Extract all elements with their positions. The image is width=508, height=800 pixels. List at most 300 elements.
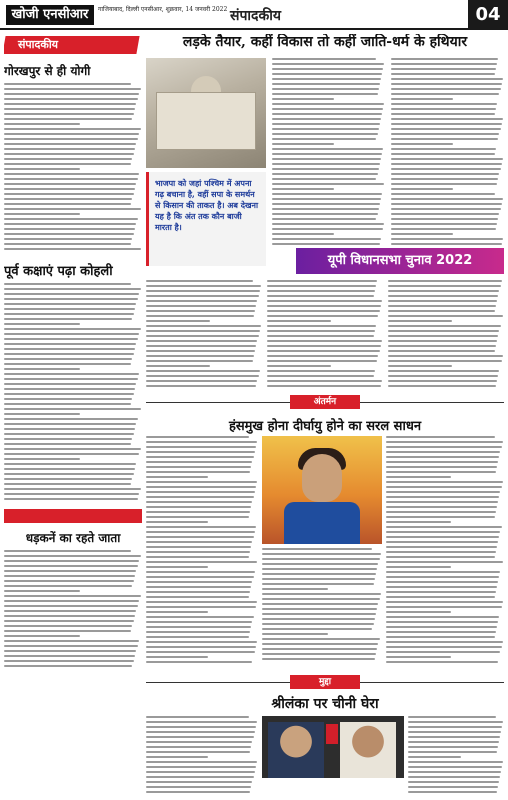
election-banner: यूपी विधानसभा चुनाव 2022 xyxy=(296,248,504,274)
article-body xyxy=(4,550,142,670)
text-line xyxy=(4,555,141,557)
text-line xyxy=(388,295,498,297)
text-line xyxy=(146,436,249,438)
text-line xyxy=(146,501,252,503)
text-line xyxy=(146,776,254,778)
text-line xyxy=(4,398,132,400)
text-line xyxy=(267,375,374,377)
text-line xyxy=(262,618,375,620)
text-line xyxy=(4,168,80,170)
article-body xyxy=(146,436,258,666)
text-line xyxy=(4,358,132,360)
text-line xyxy=(408,751,497,753)
text-line xyxy=(262,658,375,660)
text-line xyxy=(146,451,255,453)
text-line xyxy=(386,551,496,553)
text-line xyxy=(386,506,497,508)
text-line xyxy=(386,651,500,653)
text-line xyxy=(146,481,257,483)
text-line xyxy=(391,193,495,195)
text-line xyxy=(408,756,461,758)
text-line xyxy=(4,453,139,455)
text-line xyxy=(4,575,135,577)
article-headline: हंसमुख होना दीर्घायु होने का सरल साधन xyxy=(228,419,422,434)
text-line xyxy=(4,493,139,495)
text-line xyxy=(4,620,134,622)
text-line xyxy=(386,561,503,563)
text-line xyxy=(4,238,132,240)
text-line xyxy=(146,736,254,738)
text-line xyxy=(267,350,380,352)
text-line xyxy=(272,183,384,185)
pull-quote: भाजपा को जहां पश्चिम में अपना गढ़ बचाना है, वहीं सपा के समर्थन से किसान की ताकत है। अब देखना यह है कि अंत तक कौन बाजी मारता है। xyxy=(146,172,266,266)
text-line xyxy=(386,606,502,608)
text-line xyxy=(4,550,131,552)
text-line xyxy=(4,565,138,567)
text-line xyxy=(272,118,381,120)
text-line xyxy=(272,128,379,130)
text-line xyxy=(272,133,378,135)
text-line xyxy=(4,650,136,652)
text-line xyxy=(4,498,138,500)
text-line xyxy=(408,726,502,728)
text-line xyxy=(4,243,131,245)
text-line xyxy=(4,438,132,440)
text-line xyxy=(4,293,139,295)
text-line xyxy=(4,408,141,410)
text-line xyxy=(386,446,502,448)
text-line xyxy=(262,638,380,640)
text-line xyxy=(146,360,253,362)
text-line xyxy=(386,656,451,658)
text-line xyxy=(4,378,138,380)
text-line xyxy=(391,173,500,175)
text-line xyxy=(408,721,503,723)
text-line xyxy=(262,603,378,605)
text-line xyxy=(391,88,501,90)
text-line xyxy=(388,320,452,322)
article-heading: पूर्व कक्षाएं पढ़ा कोहली xyxy=(4,264,113,279)
text-line xyxy=(391,223,498,225)
text-line xyxy=(262,648,377,650)
text-line xyxy=(386,601,503,603)
text-line xyxy=(388,380,497,382)
text-line xyxy=(146,441,257,443)
text-line xyxy=(388,345,496,347)
left-column xyxy=(4,34,142,796)
text-line xyxy=(146,345,256,347)
text-line xyxy=(388,300,497,302)
text-line xyxy=(386,516,495,518)
text-line xyxy=(4,463,136,465)
text-line xyxy=(408,731,501,733)
text-line xyxy=(388,285,501,287)
text-line xyxy=(386,471,496,473)
text-line xyxy=(4,423,136,425)
text-line xyxy=(4,118,132,120)
text-line xyxy=(391,108,497,110)
text-line xyxy=(4,393,134,395)
text-line xyxy=(4,123,80,125)
text-line xyxy=(146,556,249,558)
article-body xyxy=(4,283,142,503)
text-line xyxy=(267,315,378,317)
text-line xyxy=(272,178,376,180)
text-line xyxy=(386,661,498,663)
text-line xyxy=(386,536,499,538)
text-line xyxy=(386,546,497,548)
text-line xyxy=(4,313,134,315)
text-line xyxy=(4,218,138,220)
text-line xyxy=(391,203,502,205)
text-line xyxy=(408,786,498,788)
text-line xyxy=(146,335,259,337)
lead-article-body xyxy=(272,58,504,278)
text-line xyxy=(4,665,132,667)
text-line xyxy=(146,646,256,648)
text-line xyxy=(262,573,376,575)
text-line xyxy=(262,593,381,595)
text-line xyxy=(4,428,135,430)
text-line xyxy=(4,113,134,115)
text-line xyxy=(408,776,500,778)
text-line xyxy=(146,491,255,493)
text-line xyxy=(391,73,495,75)
text-line xyxy=(4,403,131,405)
text-line xyxy=(388,280,502,282)
lead-article-continued xyxy=(146,280,504,392)
text-line xyxy=(4,103,136,105)
text-line xyxy=(146,741,252,743)
text-line xyxy=(391,218,499,220)
text-line xyxy=(272,143,334,145)
text-line xyxy=(4,148,135,150)
text-line xyxy=(146,751,250,753)
text-line xyxy=(386,521,451,523)
text-line xyxy=(146,370,260,372)
text-line xyxy=(262,598,380,600)
text-line xyxy=(386,591,496,593)
text-line xyxy=(4,630,131,632)
article-heading: गोरखपुर से ही योगी xyxy=(4,64,91,78)
text-line xyxy=(408,716,496,718)
text-line xyxy=(146,546,251,548)
text-line xyxy=(4,478,132,480)
text-line xyxy=(4,328,141,330)
text-line xyxy=(146,651,255,653)
text-line xyxy=(267,305,381,307)
text-line xyxy=(146,521,208,523)
text-line xyxy=(391,168,501,170)
article-body xyxy=(146,716,258,796)
text-line xyxy=(4,173,139,175)
text-line xyxy=(4,383,136,385)
text-line xyxy=(386,646,502,648)
text-line xyxy=(4,318,132,320)
text-line xyxy=(391,208,501,210)
text-line xyxy=(267,355,378,357)
text-line xyxy=(391,213,500,215)
text-line xyxy=(391,198,503,200)
editorial-tag: संपादकीय xyxy=(4,34,142,56)
leaders-photo xyxy=(262,716,404,778)
text-line xyxy=(272,208,379,210)
text-line xyxy=(386,491,500,493)
text-line xyxy=(267,320,331,322)
text-line xyxy=(388,325,501,327)
text-line xyxy=(391,238,503,240)
article-body xyxy=(408,716,504,796)
text-line xyxy=(146,310,255,312)
text-line xyxy=(386,526,502,528)
text-line xyxy=(146,661,252,663)
article-body xyxy=(4,83,142,253)
text-line xyxy=(408,741,499,743)
text-line xyxy=(267,335,374,337)
text-line xyxy=(267,280,377,282)
text-line xyxy=(388,340,497,342)
text-line xyxy=(146,476,208,478)
text-line xyxy=(4,88,141,90)
text-line xyxy=(146,446,256,448)
text-line xyxy=(391,78,503,80)
text-line xyxy=(391,103,498,105)
text-line xyxy=(146,571,255,573)
text-line xyxy=(4,363,131,365)
text-line xyxy=(262,568,377,570)
text-line xyxy=(146,536,254,538)
text-line xyxy=(4,590,80,592)
text-line xyxy=(391,113,495,115)
text-line xyxy=(146,636,249,638)
text-line xyxy=(146,621,252,623)
text-line xyxy=(391,128,501,130)
text-line xyxy=(272,58,376,60)
text-line xyxy=(386,571,500,573)
text-line xyxy=(386,576,499,578)
text-line xyxy=(146,466,251,468)
text-line xyxy=(386,436,495,438)
text-line xyxy=(4,153,134,155)
text-line xyxy=(146,601,257,603)
text-line xyxy=(272,168,379,170)
text-line xyxy=(272,198,381,200)
text-line xyxy=(262,548,372,550)
text-line xyxy=(146,586,251,588)
text-line xyxy=(262,628,372,630)
text-line xyxy=(267,385,381,387)
text-line xyxy=(146,791,250,793)
text-line xyxy=(146,456,254,458)
text-line xyxy=(391,183,498,185)
text-line xyxy=(262,613,376,615)
text-line xyxy=(146,786,251,788)
text-line xyxy=(4,615,135,617)
text-line xyxy=(386,556,495,558)
text-line xyxy=(272,83,380,85)
text-line xyxy=(4,473,134,475)
text-line xyxy=(386,581,498,583)
text-line xyxy=(267,290,375,292)
text-line xyxy=(272,218,376,220)
text-line xyxy=(408,766,502,768)
text-line xyxy=(146,290,260,292)
text-line xyxy=(4,288,141,290)
text-line xyxy=(146,280,253,282)
text-line xyxy=(267,325,376,327)
text-line xyxy=(408,761,503,763)
text-line xyxy=(272,203,380,205)
text-line xyxy=(272,123,380,125)
article-headline: श्रीलंका पर चीनी घेरा xyxy=(271,696,379,712)
text-line xyxy=(146,350,255,352)
text-line xyxy=(146,596,249,598)
text-line xyxy=(262,633,328,635)
text-line xyxy=(267,340,382,342)
text-line xyxy=(4,233,134,235)
text-line xyxy=(4,488,141,490)
text-line xyxy=(146,756,208,758)
text-line xyxy=(391,68,497,70)
text-line xyxy=(146,631,250,633)
text-line xyxy=(272,158,381,160)
text-line xyxy=(272,243,380,245)
text-line xyxy=(262,653,376,655)
section-title: संपादकीय xyxy=(230,8,281,24)
text-line xyxy=(4,143,136,145)
text-line xyxy=(4,93,139,95)
text-line xyxy=(146,385,256,387)
text-line xyxy=(386,476,451,478)
text-line xyxy=(4,353,134,355)
text-line xyxy=(386,541,498,543)
text-line xyxy=(272,68,383,70)
text-line xyxy=(4,585,132,587)
text-line xyxy=(4,368,80,370)
text-line xyxy=(4,163,131,165)
text-line xyxy=(146,516,249,518)
text-line xyxy=(267,345,381,347)
text-line xyxy=(388,375,498,377)
text-line xyxy=(146,591,250,593)
text-line xyxy=(272,138,376,140)
text-line xyxy=(4,138,138,140)
text-line xyxy=(146,295,259,297)
text-line xyxy=(386,566,451,568)
text-line xyxy=(262,623,374,625)
text-line xyxy=(391,118,503,120)
text-line xyxy=(272,193,382,195)
text-line xyxy=(386,621,498,623)
text-line xyxy=(386,626,497,628)
section-tag-antarman: अंतर्मन xyxy=(290,395,360,409)
text-line xyxy=(146,511,250,513)
text-line xyxy=(4,443,131,445)
byline-bar xyxy=(4,509,142,523)
text-line xyxy=(4,223,136,225)
text-line xyxy=(4,83,131,85)
text-line xyxy=(146,551,250,553)
text-line xyxy=(4,660,134,662)
text-line xyxy=(391,188,453,190)
text-line xyxy=(391,163,502,165)
text-line xyxy=(272,88,379,90)
text-line xyxy=(4,640,139,642)
text-line xyxy=(4,605,138,607)
text-line xyxy=(4,183,136,185)
text-line xyxy=(146,616,254,618)
text-line xyxy=(272,108,383,110)
main-column xyxy=(146,34,504,796)
text-line xyxy=(386,511,496,513)
article-body xyxy=(262,548,382,666)
text-line xyxy=(408,746,498,748)
text-line xyxy=(267,285,376,287)
text-line xyxy=(386,586,497,588)
text-line xyxy=(146,766,256,768)
text-line xyxy=(4,188,135,190)
athlete-photo xyxy=(262,436,382,544)
text-line xyxy=(391,233,453,235)
text-line xyxy=(146,496,254,498)
text-line xyxy=(388,315,503,317)
text-line xyxy=(391,153,495,155)
text-line xyxy=(272,98,334,100)
text-line xyxy=(4,108,135,110)
text-line xyxy=(146,746,251,748)
text-line xyxy=(262,578,375,580)
text-line xyxy=(4,388,135,390)
text-line xyxy=(272,238,381,240)
text-line xyxy=(386,461,498,463)
text-line xyxy=(146,285,261,287)
text-line xyxy=(386,451,500,453)
text-line xyxy=(4,128,141,130)
text-line xyxy=(146,781,252,783)
text-line xyxy=(4,158,132,160)
text-line xyxy=(146,526,256,528)
text-line xyxy=(146,581,252,583)
text-line xyxy=(272,228,383,230)
dateline: गाजियाबाद, दिल्ली एनसीआर, शुक्रवार, 14 जनवरी 2022 xyxy=(98,6,228,13)
text-line xyxy=(146,506,251,508)
text-line xyxy=(4,133,139,135)
text-line xyxy=(386,441,503,443)
text-line xyxy=(267,365,331,367)
text-line xyxy=(4,323,80,325)
text-line xyxy=(146,365,210,367)
text-line xyxy=(391,158,503,160)
page-number: 04 xyxy=(468,0,508,30)
text-line xyxy=(386,641,503,643)
text-line xyxy=(4,208,141,210)
text-line xyxy=(4,373,139,375)
text-line xyxy=(146,641,257,643)
text-line xyxy=(146,566,208,568)
text-line xyxy=(272,163,380,165)
text-line xyxy=(262,553,381,555)
text-line xyxy=(388,370,499,372)
text-line xyxy=(267,370,375,372)
text-line xyxy=(146,761,257,763)
text-line xyxy=(4,338,138,340)
text-line xyxy=(391,138,499,140)
text-line xyxy=(4,433,134,435)
text-line xyxy=(146,656,208,658)
text-line xyxy=(4,178,138,180)
text-line xyxy=(262,643,378,645)
text-line xyxy=(4,570,136,572)
